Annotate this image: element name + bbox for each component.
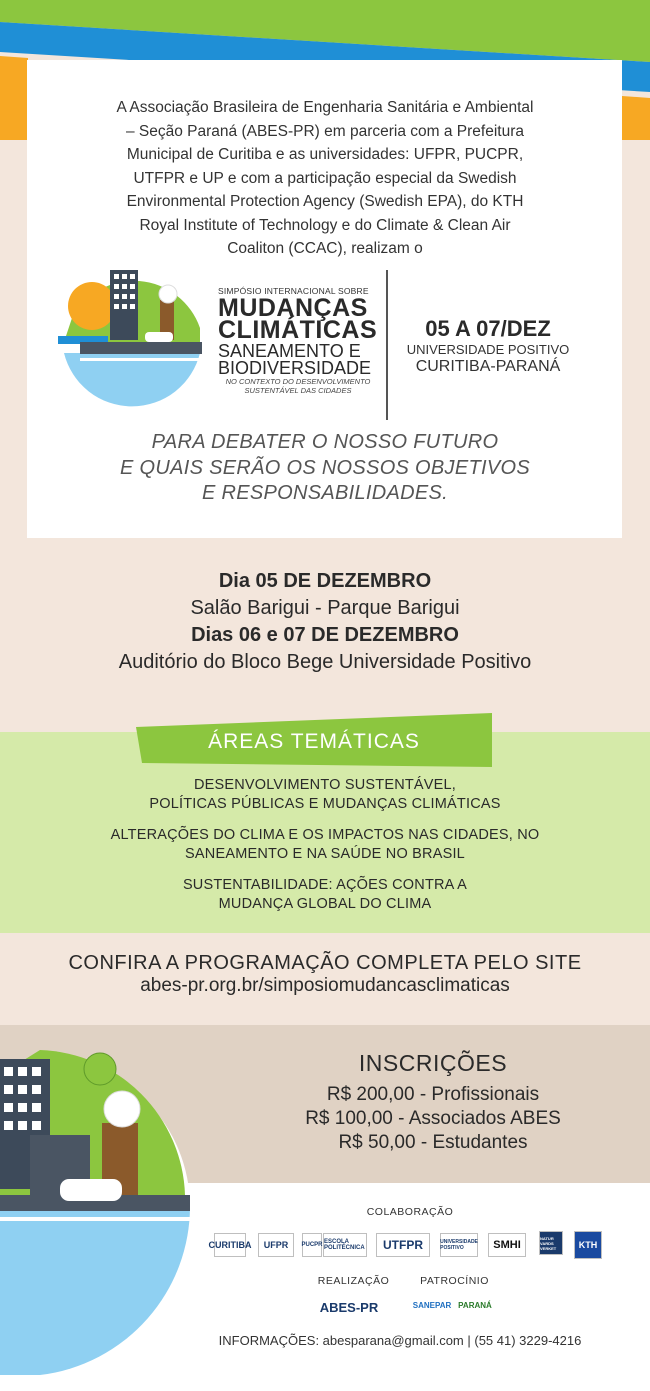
theme-line: SANEAMENTO E NA SAÚDE NO BRASIL (185, 846, 465, 862)
site-url-link[interactable]: abes-pr.org.br/simposiomudancasclimaticas (140, 975, 510, 996)
intro-line: Royal Institute of Technology e do Climate & Clean Air (139, 216, 511, 234)
tagline-line: E QUAIS SERÃO OS NOSSOS OBJETIVOS (120, 456, 530, 479)
patrocinio-label: PATROCÍNIO (420, 1275, 489, 1287)
event-dates: 05 A 07/DEZ (425, 316, 551, 341)
registration-item: R$ 100,00 - Associados ABES (305, 1108, 561, 1129)
tagline-line: E RESPONSABILIDADES. (201, 482, 449, 504)
theme-line: DESENVOLVIMENTO SUSTENTÁVEL, (193, 777, 457, 793)
theme-line: ALTERAÇÕES DO CLIMA E OS IMPACTOS NAS CIDADES, NO (110, 827, 540, 843)
symposium-pre-title: SIMPÓSIO INTERNACIONAL SOBRE (218, 286, 369, 296)
schedule-day1: Dia 05 DE DEZEMBRO (218, 570, 432, 592)
logo-parana: PARANÁ (458, 1293, 492, 1317)
logo-universidade-positivo: UNIVERSIDADE POSITIVO (440, 1233, 478, 1257)
context-line: SUSTENTÁVEL DAS CIDADES (244, 386, 352, 395)
theme-line: SUSTENTABILIDADE: AÇÕES CONTRA A (182, 877, 468, 893)
symposium-title-line2: CLIMÁTICAS (218, 316, 378, 344)
registration-item: R$ 50,00 - Estudantes (338, 1132, 528, 1153)
logo-utfpr: UTFPR (376, 1233, 430, 1257)
event-city: CURITIBA-PARANÁ (415, 358, 561, 375)
schedule-place1: Salão Barigui - Parque Barigui (190, 597, 460, 619)
logo-escola-politecnica: ESCOLA POLITÉCNICA (323, 1233, 367, 1257)
intro-line: Municipal de Curitiba e as universidades: UFPR, PUCPR, (126, 146, 524, 163)
symposium-context (214, 377, 382, 395)
tagline (60, 430, 590, 507)
registration-item: R$ 200,00 - Profissionais (326, 1084, 540, 1105)
theme-line: MUDANÇA GLOBAL DO CLIMA (218, 896, 432, 912)
themes-title: ÁREAS TEMÁTICAS (208, 730, 420, 753)
registration-title: INSCRIÇÕES (358, 1050, 508, 1076)
city-globe-illustration-large (0, 1045, 190, 1391)
intro-line: Coaliton (CCAC), realizam o (227, 240, 423, 257)
event-venue: UNIVERSIDADE POSITIVO (406, 342, 570, 357)
symposium-title-line1: MUDANÇAS (218, 294, 368, 322)
city-globe-illustration (50, 258, 210, 418)
logo-abes-pr: ABES-PR (308, 1295, 390, 1319)
vertical-divider (386, 270, 388, 420)
theme-item (0, 776, 650, 814)
symposium-title-line3: SANEAMENTO E (218, 341, 361, 361)
schedule-day2: Dias 06 e 07 DE DEZEMBRO (191, 624, 459, 646)
tagline-line: PARA DEBATER O NOSSO FUTURO (151, 431, 499, 453)
contact-info: INFORMAÇÕES: abesparana@gmail.com | (55 41) 3229-4216 (218, 1333, 582, 1348)
logo-kth: KTH (574, 1231, 602, 1259)
logo-curitiba: CURITIBA (214, 1233, 246, 1257)
intro-line: Environmental Protection Agency (Swedish EPA), do KTH (126, 193, 524, 210)
logo-ufpr: UFPR (258, 1233, 294, 1257)
program-notice: CONFIRA A PROGRAMAÇÃO COMPLETA PELO SITE (68, 952, 582, 974)
schedule-place2: Auditório do Bloco Bege Universidade Positivo (118, 651, 532, 673)
logo-smhi: SMHI (488, 1233, 526, 1257)
logo-naturvardsverket: NATUR VARDS VERKET (539, 1231, 563, 1255)
theme-line: POLÍTICAS PÚBLICAS E MUDANÇAS CLIMÁTICAS (149, 796, 501, 812)
context-line: NO CONTEXTO DO DESENVOLVIMENTO (225, 377, 371, 386)
intro-line: – Seção Paraná (ABES-PR) em parceria com a Prefeitura (125, 122, 524, 140)
logo-sanepar: SANEPAR (412, 1293, 452, 1317)
collaboration-label: COLABORAÇÃO (366, 1206, 454, 1218)
logo-pucpr: PUCPR (302, 1233, 322, 1257)
intro-line: A Associação Brasileira de Engenharia Sanitária e Ambiental (116, 99, 534, 116)
theme-item (0, 826, 650, 864)
intro-paragraph (70, 96, 580, 261)
schedule (0, 568, 650, 676)
theme-item (0, 876, 650, 914)
realizacao-label: REALIZAÇÃO (317, 1275, 390, 1287)
symposium-title-line4: BIODIVERSIDADE (218, 358, 372, 378)
intro-line: UTFPR e UP e com a participação especial da Swedish (133, 169, 517, 187)
